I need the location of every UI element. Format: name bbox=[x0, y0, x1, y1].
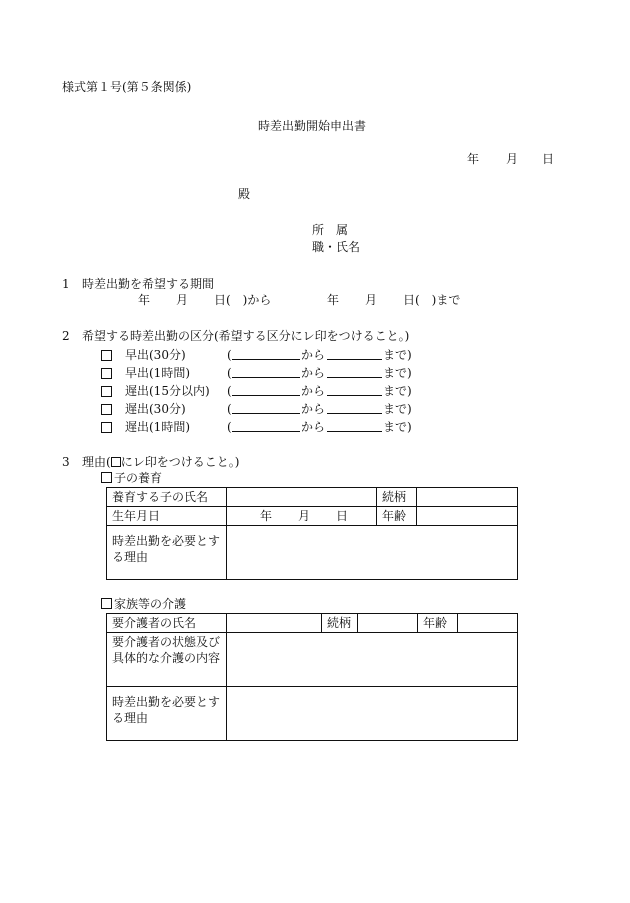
checkbox-glyph-icon bbox=[111, 457, 121, 467]
childcare-reason-label: 時差出勤を必要とする理由 bbox=[107, 526, 227, 580]
shift-option-label: 遅出(15分以内) bbox=[125, 384, 210, 398]
start-time-blank[interactable] bbox=[232, 347, 300, 360]
from-label: から bbox=[301, 420, 326, 434]
table-row bbox=[107, 507, 518, 526]
childcare-option bbox=[101, 470, 162, 486]
open-paren: ( bbox=[227, 366, 232, 380]
shift-option-checkbox[interactable] bbox=[101, 386, 112, 397]
section-2-heading: 希望する時差出勤の区分(希望する区分にレ印をつけること。) bbox=[82, 329, 410, 343]
care-relationship-field[interactable] bbox=[358, 614, 418, 633]
relationship-label: 続柄 bbox=[377, 488, 417, 507]
to-label: まで) bbox=[383, 384, 412, 398]
date-month-label: 月 bbox=[506, 152, 519, 166]
care-age-label: 年齢 bbox=[418, 614, 458, 633]
date-year-label: 年 bbox=[467, 152, 480, 166]
table-row bbox=[107, 526, 518, 580]
period-from-year: 年 bbox=[138, 293, 151, 307]
period-to-year: 年 bbox=[327, 293, 340, 307]
date-day-label: 日 bbox=[542, 152, 555, 166]
addressee-suffix: 殿 bbox=[238, 187, 251, 201]
child-name-field[interactable] bbox=[227, 488, 377, 507]
shift-option-checkbox[interactable] bbox=[101, 368, 112, 379]
caregiving-reason-label: 時差出勤を必要とする理由 bbox=[107, 687, 227, 741]
end-time-blank[interactable] bbox=[327, 383, 382, 396]
to-label: まで) bbox=[383, 366, 412, 380]
open-paren: ( bbox=[227, 348, 232, 362]
end-time-blank[interactable] bbox=[327, 419, 382, 432]
shift-option-label: 遅出(1時間) bbox=[125, 420, 190, 434]
name-label: 職・氏名 bbox=[312, 240, 361, 254]
start-time-blank[interactable] bbox=[232, 365, 300, 378]
section-3-number: 3 bbox=[62, 455, 70, 469]
childcare-checkbox[interactable] bbox=[101, 472, 112, 483]
affiliation-label: 所 属 bbox=[312, 223, 349, 237]
open-paren: ( bbox=[227, 384, 232, 398]
from-label: から bbox=[301, 384, 326, 398]
form-title: 時差出勤開始申出書 bbox=[258, 119, 367, 133]
birthdate-field[interactable] bbox=[227, 507, 377, 526]
from-label: から bbox=[301, 402, 326, 416]
care-recipient-field[interactable] bbox=[227, 614, 322, 633]
caregiving-reason-field[interactable] bbox=[227, 687, 518, 741]
relationship-field[interactable] bbox=[417, 488, 518, 507]
care-condition-label: 要介護者の状態及び具体的な介護の内容 bbox=[107, 633, 227, 687]
shift-option-label: 遅出(30分) bbox=[125, 402, 186, 416]
care-age-field[interactable] bbox=[458, 614, 518, 633]
birth-month-label: 月 bbox=[298, 509, 311, 523]
shift-option-checkbox[interactable] bbox=[101, 422, 112, 433]
period-to-day: 日( )まで bbox=[403, 293, 461, 307]
birthdate-label: 生年月日 bbox=[107, 507, 227, 526]
end-time-blank[interactable] bbox=[327, 365, 382, 378]
birth-day-label: 日 bbox=[336, 509, 349, 523]
shift-option-checkbox[interactable] bbox=[101, 350, 112, 361]
period-to-month: 月 bbox=[365, 293, 378, 307]
shift-option-checkbox[interactable] bbox=[101, 404, 112, 415]
section-2-number: 2 bbox=[62, 329, 70, 343]
start-time-blank[interactable] bbox=[232, 383, 300, 396]
age-field[interactable] bbox=[417, 507, 518, 526]
open-paren: ( bbox=[227, 420, 232, 434]
childcare-label: 子の養育 bbox=[114, 471, 163, 485]
care-recipient-label: 要介護者の氏名 bbox=[107, 614, 227, 633]
start-time-blank[interactable] bbox=[232, 419, 300, 432]
end-time-blank[interactable] bbox=[327, 401, 382, 414]
childcare-table bbox=[106, 487, 518, 580]
start-time-blank[interactable] bbox=[232, 401, 300, 414]
table-row bbox=[107, 633, 518, 687]
caregiving-label: 家族等の介護 bbox=[114, 597, 187, 611]
form-number: 様式第１号(第５条関係) bbox=[62, 80, 192, 94]
from-label: から bbox=[301, 348, 326, 362]
caregiving-table bbox=[106, 613, 518, 741]
section-3-heading-post: にレ印をつけること。) bbox=[120, 455, 240, 469]
period-from-day: 日( )から bbox=[214, 293, 272, 307]
child-name-label: 養育する子の氏名 bbox=[107, 488, 227, 507]
caregiving-checkbox[interactable] bbox=[101, 598, 112, 609]
to-label: まで) bbox=[383, 420, 412, 434]
section-1-heading: 時差出勤を希望する期間 bbox=[82, 277, 215, 291]
care-condition-field[interactable] bbox=[227, 633, 518, 687]
to-label: まで) bbox=[383, 348, 412, 362]
caregiving-option bbox=[101, 596, 186, 612]
section-3-heading-pre: 理由( bbox=[82, 455, 111, 469]
childcare-reason-field[interactable] bbox=[227, 526, 518, 580]
shift-option-label: 早出(1時間) bbox=[125, 366, 190, 380]
section-1-number: 1 bbox=[62, 277, 70, 291]
table-row bbox=[107, 488, 518, 507]
age-label: 年齢 bbox=[377, 507, 417, 526]
care-relationship-label: 続柄 bbox=[322, 614, 358, 633]
table-row bbox=[107, 614, 518, 633]
from-label: から bbox=[301, 366, 326, 380]
period-from-month: 月 bbox=[176, 293, 189, 307]
to-label: まで) bbox=[383, 402, 412, 416]
shift-option-label: 早出(30分) bbox=[125, 348, 186, 362]
birth-year-label: 年 bbox=[260, 509, 273, 523]
end-time-blank[interactable] bbox=[327, 347, 382, 360]
section-3-heading bbox=[82, 454, 239, 470]
table-row bbox=[107, 687, 518, 741]
open-paren: ( bbox=[227, 402, 232, 416]
